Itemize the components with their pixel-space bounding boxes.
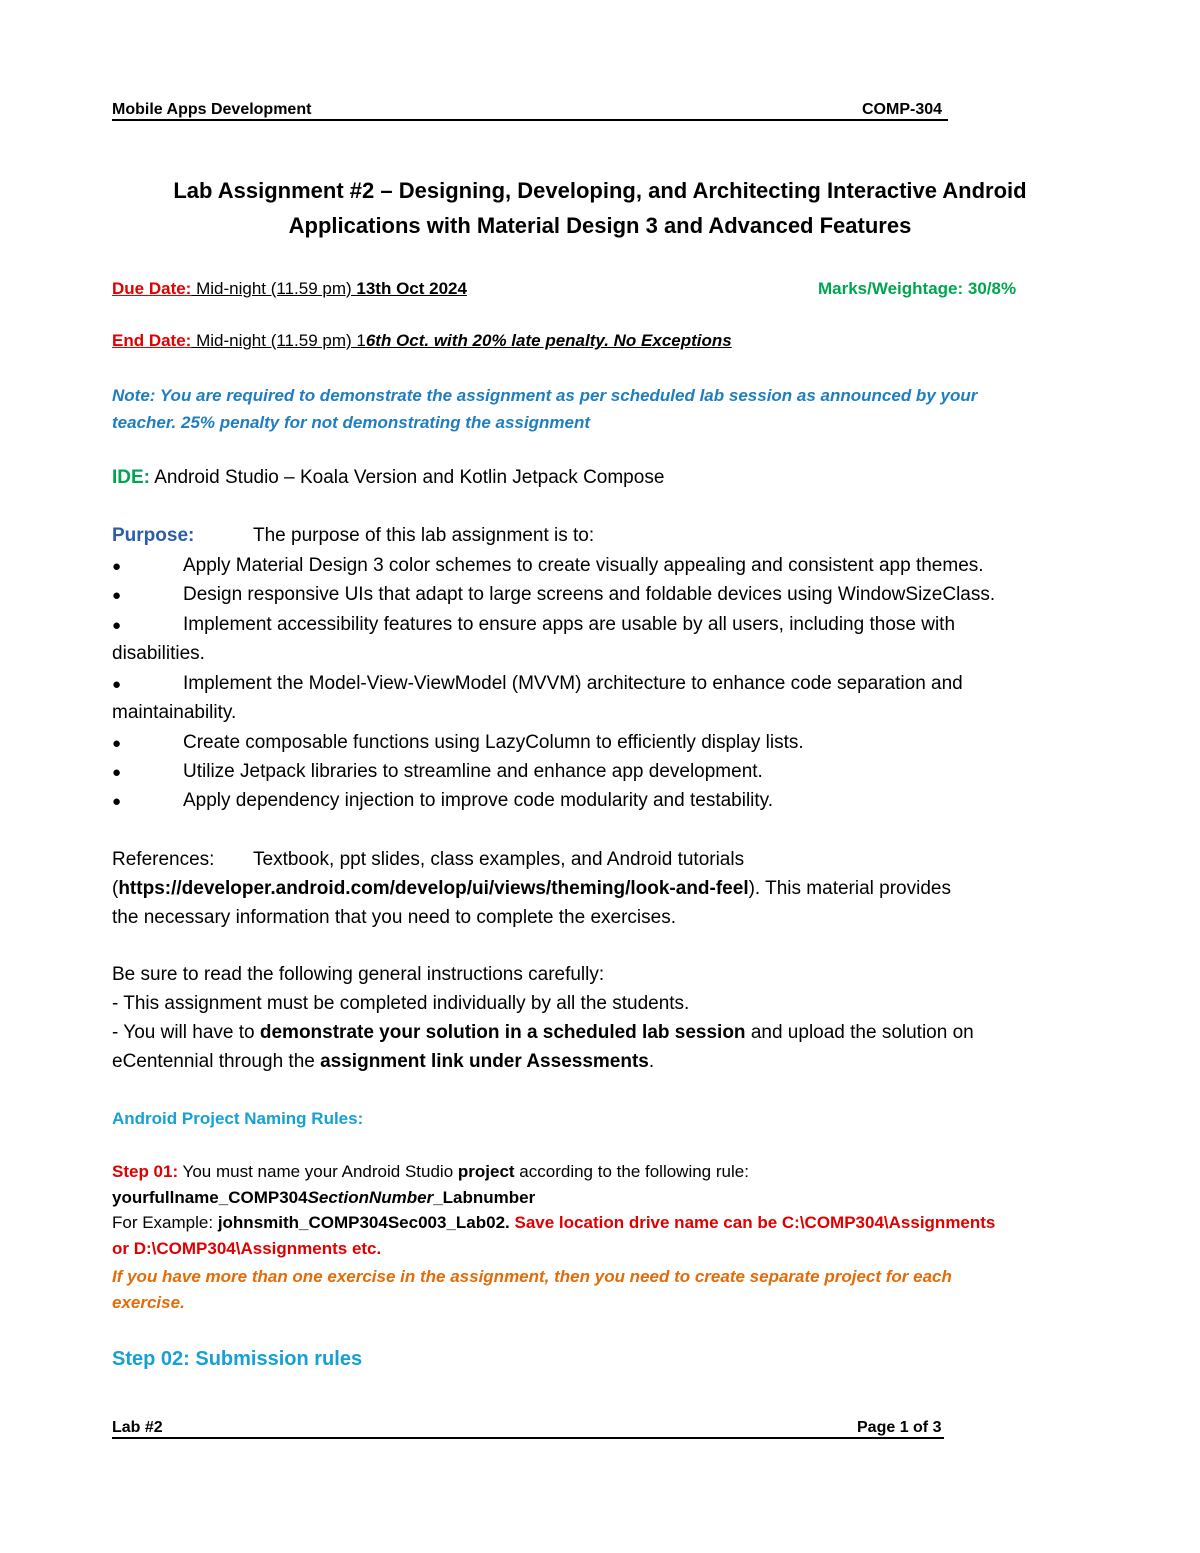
step2-heading: Step 02: Submission rules [112,1348,363,1370]
due-date-line [112,279,467,299]
purpose-intro: The purpose of this lab assignment is to: [253,525,595,546]
purpose-item: Apply Material Design 3 color schemes to create visually appealing and consistent app themes. [183,555,984,576]
end-date-label: End Date: [112,331,192,350]
instructions-line-1: - This assignment must be completed individually by all the students. [112,993,690,1014]
marks-weightage: Marks/Weightage: 30/8% [818,279,1017,298]
step1-label: Step 01: [112,1162,179,1181]
due-date-label: Due Date: [112,279,192,298]
due-date-value: 13th Oct 2024 [356,279,467,298]
ide-value: Android Studio – Koala Version and Kotlin Jetpack Compose [150,467,665,488]
reference-link[interactable]: https://developer.android.com/develop/ui/views/theming/look-and-feel [118,878,749,899]
naming-example-line-2: or D:\COMP304\Assignments etc. [112,1239,382,1258]
title-line-1: Lab Assignment #2 – Designing, Developing, and Architecting Interactive Android [173,178,1027,203]
step1-line: Step 01: You must name your Android Studio project according to the following rule: [112,1162,749,1181]
purpose-label: Purpose: [112,525,195,546]
purpose-item-continuation: maintainability. [112,702,237,723]
bullet-icon: ● [112,587,122,604]
purpose-item: Utilize Jetpack libraries to streamline and enhance app development. [183,761,763,782]
ide-label: IDE: [112,467,150,488]
bullet-icon: ● [112,617,122,634]
instructions-line-3: eCentennial through the assignment link under Assessments. [112,1051,655,1072]
ide-line [112,467,664,489]
instructions-intro: Be sure to read the following general instructions carefully: [112,964,605,985]
naming-heading: Android Project Naming Rules: [112,1109,364,1128]
header-course-code: COMP-304 [862,101,943,118]
title-line-2: Applications with Material Design 3 and Advanced Features [288,213,912,238]
end-date-value: 6th Oct. with 20% late penalty. No Exceptions [365,331,732,350]
naming-example: For Example: johnsmith_COMP304Sec003_Lab02. Save location drive name can be C:\COMP304\Assignments [112,1213,996,1232]
purpose-item: Implement the Model-View-ViewModel (MVVM) architecture to enhance code separation and [183,673,963,694]
due-date-time: Mid-night (11.59 pm) [191,279,357,298]
bullet-icon: ● [112,793,122,810]
naming-rule: yourfullname_COMP304SectionNumber_Labnumber [112,1188,536,1207]
separate-project-note-2: exercise. [112,1293,185,1312]
references-line-3: the necessary information that you need to complete the exercises. [112,907,676,928]
purpose-item-continuation: disabilities. [112,643,205,664]
bullet-icon: ● [112,735,122,752]
purpose-item: Implement accessibility features to ensure apps are usable by all users, including those with [183,614,956,635]
references-text: Textbook, ppt slides, class examples, and Android tutorials [253,849,745,870]
end-date-line [112,331,732,351]
purpose-item: Design responsive UIs that adapt to large screens and foldable devices using WindowSizeClass. [183,584,996,605]
note-line-2: teacher. 25% penalty for not demonstrating the assignment [112,413,590,432]
purpose-item: Create composable functions using LazyColumn to efficiently display lists. [183,732,804,753]
separate-project-note-1: If you have more than one exercise in the assignment, then you need to create separate project for each [112,1267,952,1286]
footer-lab: Lab #2 [112,1419,163,1436]
bullet-icon: ● [112,558,122,575]
bullet-icon: ● [112,676,122,693]
note-line-1: Note: You are required to demonstrate the assignment as per scheduled lab session as announced by your [112,386,978,405]
bullet-icon: ● [112,764,122,781]
instructions-line-2: - You will have to demonstrate your solution in a scheduled lab session and upload the solution on [112,1022,974,1043]
header-rule [112,119,948,121]
references-url-line: (https://developer.android.com/develop/ui/views/theming/look-and-feel). This material provides [112,878,951,899]
references-label: References: [112,849,215,870]
footer-page-number: Page 1 of 3 [857,1419,942,1436]
header-course-name: Mobile Apps Development [112,101,312,118]
end-date-time: Mid-night (11.59 pm) 1 [191,331,366,350]
purpose-item: Apply dependency injection to improve code modularity and testability. [183,790,774,811]
footer-rule [112,1437,944,1439]
